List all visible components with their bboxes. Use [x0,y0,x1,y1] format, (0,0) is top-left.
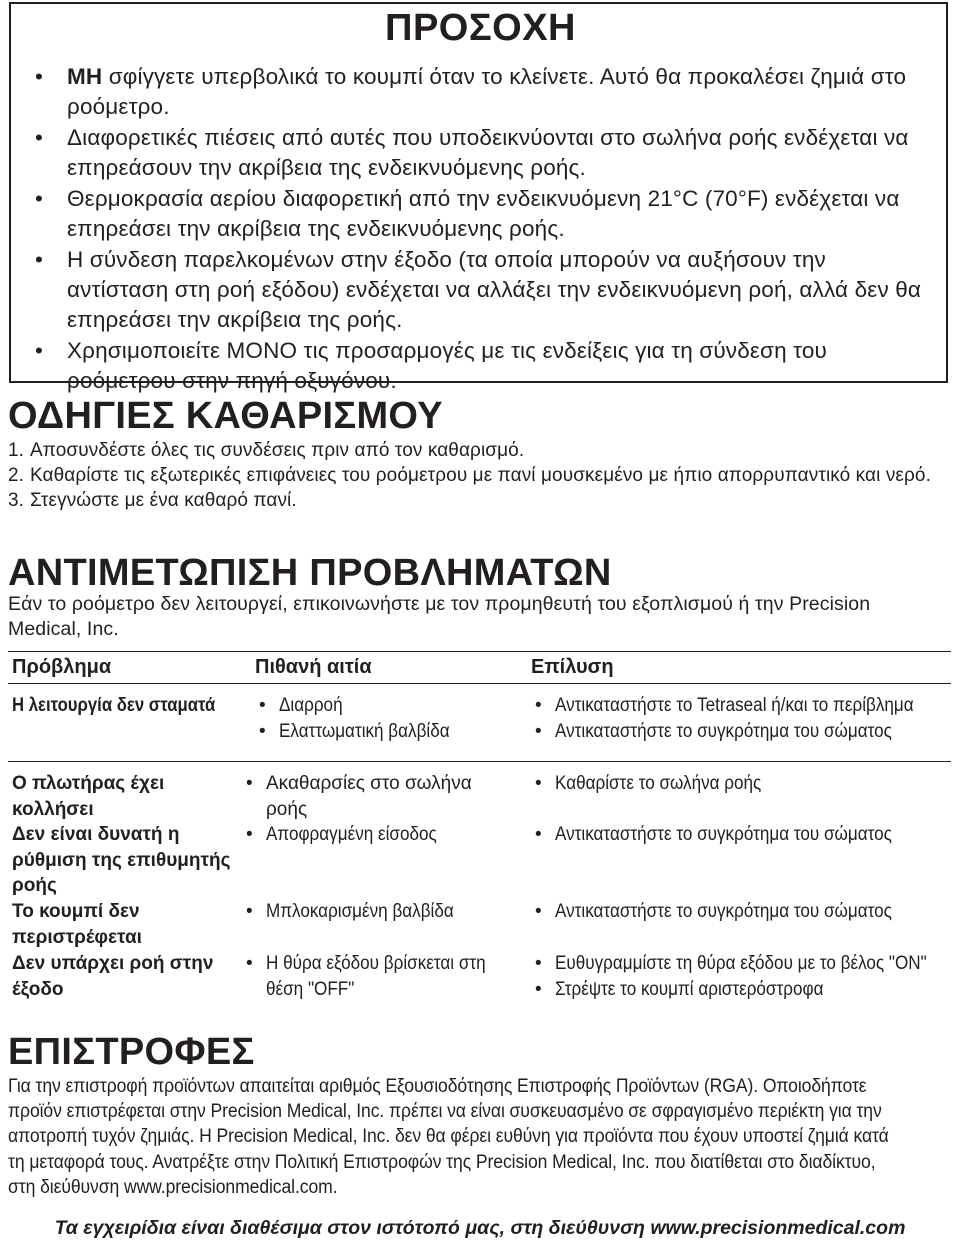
caution-emphasis: ΜΗ [67,64,103,89]
solution-text: Καθαρίστε το σωλήνα ροής [555,773,762,794]
troubleshooting-table [8,651,951,1027]
cause-cell [208,899,527,951]
cause-cell [238,951,527,1027]
table-row [8,693,951,761]
table-divider [8,761,951,762]
cause-list [242,822,523,848]
bullet-icon: • [535,824,542,845]
list-item [531,951,947,977]
caution-text: Θερμοκρασία αερίου διαφορετική από την ενδεικνυόμενη 21°C (70°F) ενδέχεται να επηρεάσει την ακρίβεια της ενδεικνυόμενης ροής. [67,186,900,241]
cleaning-heading: ΟΔΗΓΙΕΣ ΚΑΘΑΡΙΣΜΟΥ [8,395,443,437]
solution-list [531,771,947,797]
problem-text: Δεν υπάρχει ροή στην έξοδο [12,953,214,1000]
solution-cell [527,899,951,951]
solution-cell [527,771,951,822]
solution-list [531,951,947,1002]
problem-cell [8,951,238,1027]
table-row [8,822,951,899]
footer-note: Τα εγχειρίδια είναι διαθέσιμα στον ιστότοπό μας, στη διεύθυνση www.precisionmedical.com [54,1217,906,1239]
step-number: 3. [8,490,25,511]
solution-cell [527,822,951,899]
bullet-icon: • [246,953,253,974]
caution-text: Η σύνδεση παρελκομένων στην έξοδο (τα οποία μπορούν να αυξήσουν την αντίσταση στη ροή εξόδου) ενδέχεται να αλλάξει την ενδεικνυόμενη ροή, αλλά δεν θα επηρεάσει την ακρίβεια της ροής. [67,247,922,332]
returns-text [8,1074,952,1200]
list-item [531,899,947,925]
table-row [8,951,951,1027]
cause-cell [251,693,527,761]
bullet-icon: • [34,247,44,272]
table-row [8,771,951,822]
bullet-icon: • [34,125,44,150]
returns-line: αποτροπή τυχόν ζημιάς. Η Precision Medical, Inc. δεν θα φέρει ευθύνη για προϊόντα που έχουν υποστεί ζημιά κατά [8,1126,889,1148]
bullet-icon: • [535,773,542,794]
bullet-icon: • [535,695,542,716]
bullet-icon: • [246,773,253,794]
table-header-row [8,651,951,684]
list-item [242,951,523,1002]
solution-cell [527,951,951,1027]
bullet-icon: • [535,720,542,742]
problem-text: Το κουμπί δεν περιστρέφεται [12,901,142,948]
cleaning-step [8,438,938,463]
returns-line: προϊόν επιστρέφεται στην Precision Medical, Inc. πρέπει να είναι συσκευασμένο σε σφραγισμένο περιέκτη για την [8,1101,882,1123]
bullet-icon: • [259,695,266,716]
bullet-icon: • [246,901,253,922]
list-item [242,899,523,925]
cleaning-step [8,488,938,513]
cause-list [242,951,523,1002]
bullet-icon: • [259,720,266,742]
caution-title: ΠΡΟΣΟΧΗ [385,7,576,49]
returns-line: στη διεύθυνση www.precisionmedical.com. [8,1176,338,1198]
returns-line: τη μεταφορά τους. Ανατρέξτε στην Πολιτική Επιστροφών της Precision Medical, Inc. που διατίθεται στο διαδίκτυο, [8,1151,876,1173]
problem-cell [8,822,238,899]
list-item [531,977,947,1003]
cause-text: Αποφραγμένη είσοδος [266,824,437,845]
list-item [242,822,523,848]
troubleshooting-intro: Εάν το ροόμετρο δεν λειτουργεί, επικοινωνήστε με τον προμηθευτή του εξοπλισμού ή την Precision Medical, Inc. [8,593,871,640]
solution-text: Αντικαταστήστε το Tetraseal ή/και το περίβλημα [555,695,914,716]
caution-text: σφίγγετε υπερβολικά το κουμπί όταν το κλείνετε. Αυτό θα προκαλέσει ζημιά στο ροόμετρο. [67,64,907,119]
cause-cell [238,771,527,822]
problem-cell [8,899,208,951]
step-text: Αποσυνδέστε όλες τις συνδέσεις πριν από τον καθαρισμό. [30,440,525,461]
cause-text: Διαρροή [279,695,343,716]
solution-text: Στρέψτε το κουμπί αριστερόστροφα [555,978,824,1000]
step-text: Καθαρίστε τις εξωτερικές επιφάνειες του ροόμετρου με πανί μουσκεμένο με ήπιο απορρυπαντικό και νερό. [30,465,931,486]
cause-text: Ακαθαρσίες στο σωλήνα ροής [266,773,472,820]
step-number: 2. [8,465,25,486]
caution-text: Διαφορετικές πιέσεις από αυτές που υποδεικνύονται στο σωλήνα ροής ενδέχεται να επηρεάσουν την ακρίβεια της ενδεικνυόμενης ροής. [67,125,909,180]
column-header-solution: Επίλυση [531,656,614,678]
bullet-icon: • [34,64,44,89]
list-item [531,719,947,745]
list-item [531,771,947,797]
bullet-icon: • [34,338,44,363]
problem-text: Η λειτουργία δεν σταματά [12,695,216,716]
list-item [255,693,523,719]
column-header-problem: Πρόβλημα [8,652,251,683]
table-row [8,899,951,951]
problem-text: Δεν είναι δυνατή η ρύθμιση της επιθυμητής ροής [12,824,231,896]
caution-item [29,62,926,122]
bullet-icon: • [535,953,542,974]
cause-text: Ελαττωματική βαλβίδα [279,720,450,742]
bullet-icon: • [34,186,44,211]
bullet-icon: • [246,824,253,845]
cleaning-step [8,463,938,488]
bullet-icon: • [535,901,542,922]
bullet-icon: • [535,978,542,1000]
list-item [255,719,523,745]
cause-text: Μπλοκαρισμένη βαλβίδα [266,901,454,922]
cause-list [242,899,523,925]
solution-cell [527,693,951,761]
step-number: 1. [8,440,25,461]
cause-text: Η θύρα εξόδου βρίσκεται στη θέση "OFF" [266,953,486,1000]
column-header-cause: Πιθανή αιτία [255,656,372,678]
solution-text: Αντικαταστήστε το συγκρότημα του σώματος [555,901,892,922]
returns-line: Για την επιστροφή προϊόντων απαιτείται αριθμός Εξουσιοδότησης Επιστροφής Προϊόντων (RGA). Οποιοδήποτε [8,1076,867,1097]
step-text: Στεγνώστε με ένα καθαρό πανί. [30,490,297,511]
caution-item [29,245,926,335]
troubleshooting-heading: ΑΝΤΙΜΕΤΩΠΙΣΗ ΠΡΟΒΛΗΜΑΤΩΝ [8,552,612,594]
caution-box [9,2,948,393]
cause-cell [238,822,527,899]
solution-list [531,899,947,925]
caution-text: Χρησιμοποιείτε ΜΟΝΟ τις προσαρμογές με τις ενδείξεις για τη σύνδεση του ροόμετρου στην πηγή οξυγόνου. [67,338,827,393]
solution-text: Ευθυγραμμίστε τη θύρα εξόδου με το βέλος "ON" [555,953,927,974]
solution-text: Αντικαταστήστε το συγκρότημα του σώματος [555,824,892,845]
list-item [531,693,947,719]
cause-list [255,693,523,744]
returns-heading: ΕΠΙΣΤΡΟΦΕΣ [8,1031,255,1073]
problem-cell [8,693,251,761]
caution-item [29,336,926,396]
problem-text: Ο πλωτήρας έχει κολλήσει [12,773,165,820]
caution-item [29,123,926,183]
list-item [531,822,947,848]
caution-item [29,184,926,244]
list-item [242,771,523,822]
solution-list [531,822,947,848]
caution-list [29,62,926,397]
problem-cell [8,771,238,822]
cleaning-steps [8,438,938,513]
solution-text: Αντικαταστήστε το συγκρότημα του σώματος [555,720,892,742]
solution-list [531,693,947,744]
cause-list [242,771,523,822]
